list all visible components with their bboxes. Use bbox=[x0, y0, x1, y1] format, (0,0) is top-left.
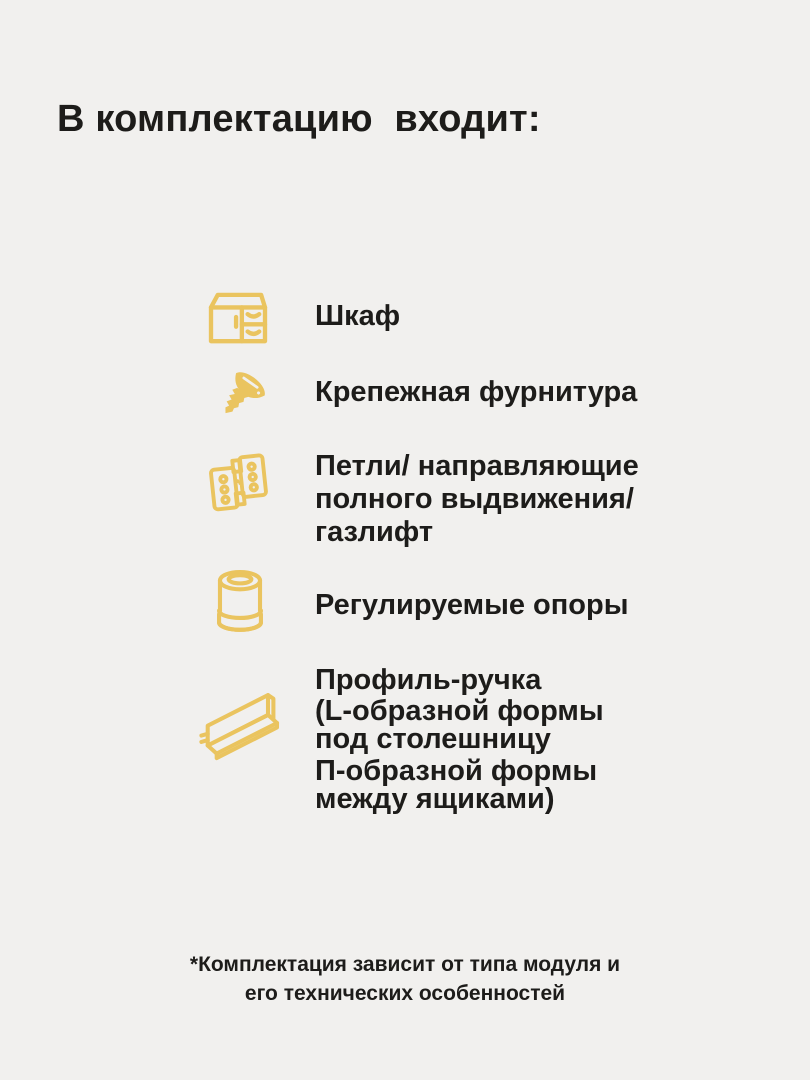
hinge-icon bbox=[204, 450, 272, 514]
profile-handle-icon bbox=[196, 684, 286, 762]
label-line: (L-образной формы bbox=[315, 695, 604, 727]
label-line: полного выдвижения/ bbox=[315, 483, 634, 515]
label-line: между ящиками) bbox=[315, 783, 555, 815]
list-item-label: Регулируемые опоры bbox=[315, 589, 629, 621]
list-item-label bbox=[315, 450, 639, 549]
list-item-sublabel bbox=[315, 757, 597, 813]
screw-icon bbox=[211, 366, 273, 424]
list-item-label: Шкаф bbox=[315, 300, 401, 332]
label-line: под столешницу bbox=[315, 723, 551, 755]
footnote bbox=[0, 950, 810, 1008]
cabinet-icon bbox=[206, 291, 270, 345]
label-line: П-образной формы bbox=[315, 755, 598, 787]
list-item-label: Профиль-ручка bbox=[315, 664, 542, 696]
footnote-line: его технических особенностей bbox=[244, 982, 566, 1005]
adjustable-foot-icon bbox=[211, 567, 269, 638]
list-item-sublabel bbox=[315, 697, 604, 753]
footnote-line: *Комплектация зависит от типа модуля и bbox=[189, 953, 621, 976]
list-item-label: Крепежная фурнитура bbox=[315, 376, 638, 408]
label-line: газлифт bbox=[315, 516, 434, 548]
label-line: Петли/ направляющие bbox=[315, 450, 639, 482]
page-title: В комплектацию входит: bbox=[57, 98, 541, 140]
